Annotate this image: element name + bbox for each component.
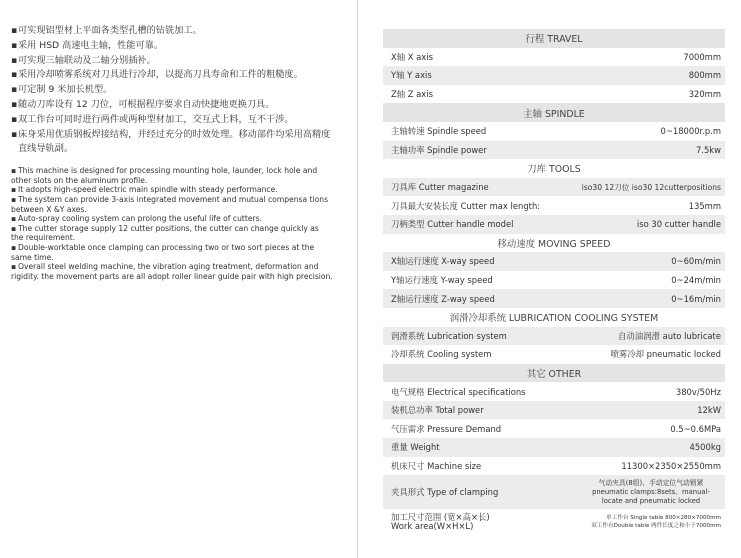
spec-row: 电气规格 Electrical specifications 380v/50Hz <box>391 386 721 397</box>
feature-cn-item: ▪可实现铝型材上平面各类型孔槽的钻铣加工。 <box>11 25 202 36</box>
feature-cn-item: ▪采用 HSD 高速电主轴，性能可靠。 <box>11 39 164 51</box>
spec-row: Y轴运行速度 Y-way speed 0~24m/min <box>391 275 721 286</box>
section-header-moving-speed: 移动速度 MOVING SPEED <box>383 234 725 253</box>
spec-row: 机床尺寸 Machine size 11300×2350×2550mm <box>391 460 721 471</box>
spec-row: 刀柄类型 Cutter handle model iso 30 cutter handle <box>383 215 725 234</box>
work-area-value: 单工作台 Single table 800×280×7000mm 双工作台Double table 两件长度之和小于7000mm <box>591 515 721 530</box>
spec-table <box>383 29 725 535</box>
spec-row: 主轴功率 Spindle power 7.5kw <box>383 141 725 160</box>
spec-row: 润滑系统 Lubrication system 自动油润滑 auto lubricate <box>383 327 725 346</box>
spec-row-clamping: 夹具形式 Type of clamping 气动夹具(8组)、手动定位气动锁紧 pneumatic clamps:8sets、manual- locate and pneumatic locked <box>383 475 725 509</box>
feature-cn-item: ▪ 床身采用优质钢板焊接结构，并经过充分的时效处理。移动部件均采用高精度直线导轨副。 <box>11 128 331 155</box>
section-header-tools: 刀库 TOOLS <box>383 159 725 178</box>
clamping-value: 气动夹具(8组)、手动定位气动锁紧 pneumatic clamps:8sets、manual- locate and pneumatic locked <box>592 479 710 505</box>
spec-row: X轴 X axis 7000mm <box>391 51 721 62</box>
feature-en-item: ▪ Double-worktable once clamping can processing two or two sort pieces at the same time. <box>11 242 315 262</box>
section-header-other: 其它 OTHER <box>383 364 725 383</box>
feature-list <box>11 24 333 281</box>
spec-row: 主轴转速 Spindle speed 0~18000r.p.m <box>391 126 721 137</box>
feature-cn-item: ▪双工作台可同时进行两件或两种型材加工，交互式上料，互不干涉。 <box>11 113 294 125</box>
feature-en-item: ▪ The system can provide 3-axis integrated movement and mutual compensa tions between X &Y axes. <box>11 194 329 214</box>
section-header-travel: 行程 TRAVEL <box>383 29 725 48</box>
spec-row: Z轴 Z axis 320mm <box>391 89 721 100</box>
feature-cn-item: ▪ 采用冷却喷雾系统对刀具进行冷却，以提高刀具寿命和工件的粗糙度。 <box>11 69 303 81</box>
spec-row: 气压需求 Pressure Demand 0.5~0.6MPa <box>391 423 721 434</box>
spec-row: 装机总功率 Total power 12kW <box>383 401 725 420</box>
feature-en-item: ▪ Overall steel welding machine, the vibration aging treatment, deformation and rigidity. the movement parts are all adopt roller linear guide pair with high precision. <box>11 262 333 281</box>
feature-cn-item: ▪可实现三轴联动及二轴分别插补。 <box>11 54 156 66</box>
features-cn <box>11 24 333 157</box>
spec-row: 刀具库 Cutter magazine iso30 12刀位 iso30 12cutterpositions <box>383 178 725 197</box>
feature-en-item: ▪ This machine is designed for processing mounting hole, launder, lock hole and other slots on the aluminum profile. <box>11 166 318 185</box>
section-header-lubrication: 润滑冷却系统 LUBRICATION COOLING SYSTEM <box>383 308 725 327</box>
feature-en-item: ▪ It adopts high-speed electric main spindle with steady performance. <box>11 185 278 195</box>
feature-cn-item: ▪随动刀库设有 12 刀位，可根据程序要求自动快捷地更换刀具。 <box>11 98 275 110</box>
spec-row-work-area <box>383 509 725 535</box>
features-en <box>11 166 333 281</box>
spec-row: 重量 Weight 4500kg <box>383 438 725 457</box>
feature-cn-item: ▪可定制 9 米加长机型。 <box>11 84 113 96</box>
work-area-label: 加工尺寸范围 (宽×高×长) Work area(W×H×L) <box>391 511 490 532</box>
section-header-spindle: 主轴 SPINDLE <box>383 103 725 122</box>
column-divider <box>357 0 358 558</box>
feature-en-item: ▪ The cutter storage supply 12 cutter positions, the cutter can change quickly as the requirement. <box>11 223 319 243</box>
feature-en-item: ▪ Auto-spray cooling system can prolong the useful life of cutters. <box>11 214 262 224</box>
spec-row: 刀具最大安装长度 Cutter max length: 135mm <box>391 200 721 211</box>
spec-row: Y轴 Y axis 800mm <box>383 66 725 85</box>
spec-row: X轴运行速度 X-way speed 0~60m/min <box>383 252 725 271</box>
spec-row: 冷却系统 Cooling system 喷雾冷却 pneumatic locked <box>391 349 721 360</box>
spec-row: Z轴运行速度 Z-way speed 0~16m/min <box>383 289 725 308</box>
